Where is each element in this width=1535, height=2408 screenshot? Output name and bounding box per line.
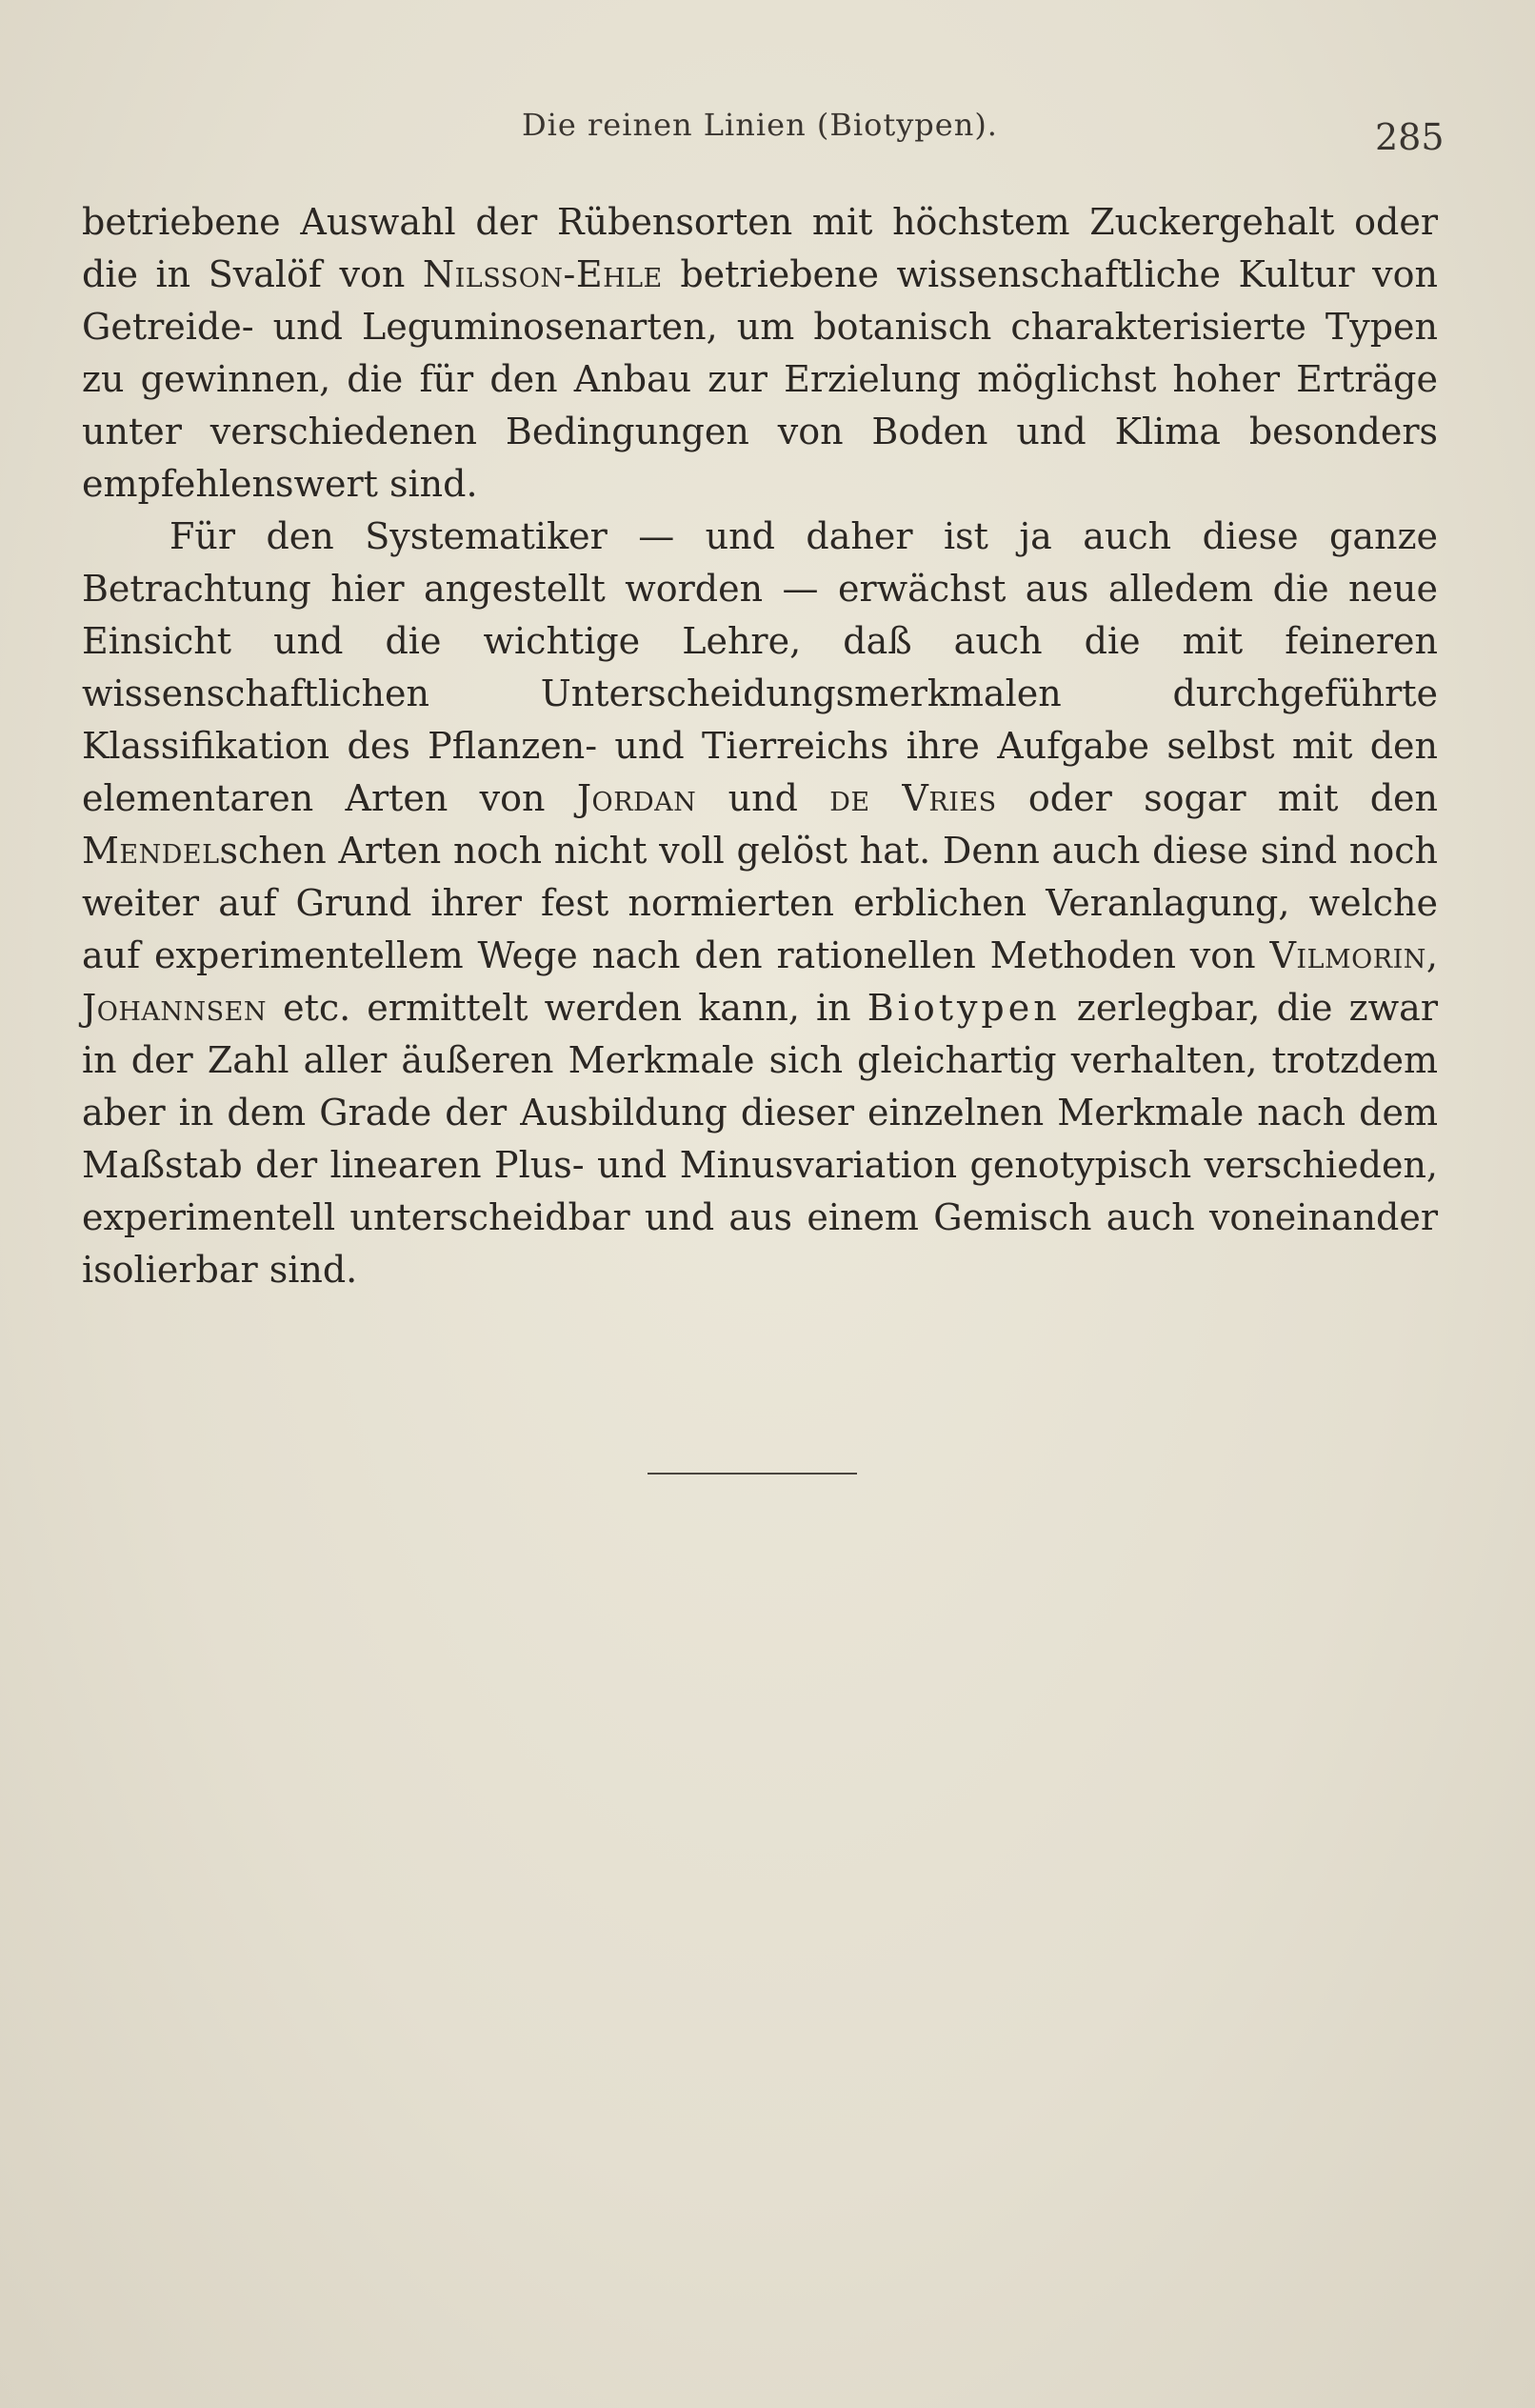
author-name-vilmorin: Vilmorin xyxy=(1269,934,1426,976)
emphasized-term-biotypen: Biotypen xyxy=(867,987,1061,1029)
running-head: Die reinen Linien (Biotypen). xyxy=(522,107,998,143)
author-name-jordan: Jordan xyxy=(576,777,697,819)
paragraph-2-text-c: oder sogar mit den xyxy=(996,777,1438,819)
paragraph-2-text-g: zerlegbar, die zwar in der Zahl aller äußeren Merkmale sich gleichartig verhalten, trotzdem aber in dem Grade der Ausbildung dieser einzelnen Merkmale nach dem Maßstab der linearen Plus- und Minusvariation genotypisch verschieden, experimentell unterscheidbar und aus einem Gemisch auch voneinander isolierbar sind. xyxy=(82,987,1438,1291)
section-end-rule xyxy=(648,1473,857,1475)
author-name-mendel: Mendel xyxy=(82,830,220,872)
paragraph-1-text-a: betriebene Auswahl der Rübensorten mit höchstem Zuckergehalt oder die in Svalöf von xyxy=(82,201,1438,295)
body-text xyxy=(82,196,1438,1296)
author-name-johannsen: Johannsen xyxy=(82,987,267,1029)
paragraph-2 xyxy=(82,511,1438,1296)
author-name-nilsson-ehle: Nilsson-Ehle xyxy=(422,253,663,295)
paragraph-2-text-b: und xyxy=(696,777,830,819)
page-number: 285 xyxy=(1375,116,1445,158)
paragraph-2-text-a: Für den Systematiker — und daher ist ja auch diese ganze Betrachtung hier angestellt worden — erwächst aus alledem die neue Einsicht und die wichtige Lehre, daß auch die mit feineren wissenschaftlichen Unterscheidungsmerkmalen durchgeführte Klassifikation des Pflanzen- und Tierreichs ihre Aufgabe selbst mit den elementaren Arten von xyxy=(82,515,1438,819)
paragraph-2-text-e: , xyxy=(1425,934,1438,976)
page-header xyxy=(0,107,1535,158)
author-name-de-vries: de Vries xyxy=(829,777,997,819)
paragraph-2-text-d: schen Arten noch nicht voll gelöst hat. Denn auch diese sind noch weiter auf Grund ihrer fest normierten erblichen Veranlagung, welche auf experimentellem Wege nach den rationellen Methoden von xyxy=(82,830,1438,976)
paragraph-2-text-f: etc. ermittelt werden kann, in xyxy=(267,987,867,1029)
paragraph-1 xyxy=(82,196,1438,511)
paragraph-1-text-b: betriebene wissenschaftliche Kultur von Getreide- und Leguminosenarten, um botanisch charakterisierte Typen zu gewinnen, die für den Anbau zur Erzielung möglichst hoher Erträge unter verschiedenen Bedingungen von Boden und Klima besonders empfehlenswert sind. xyxy=(82,253,1438,505)
